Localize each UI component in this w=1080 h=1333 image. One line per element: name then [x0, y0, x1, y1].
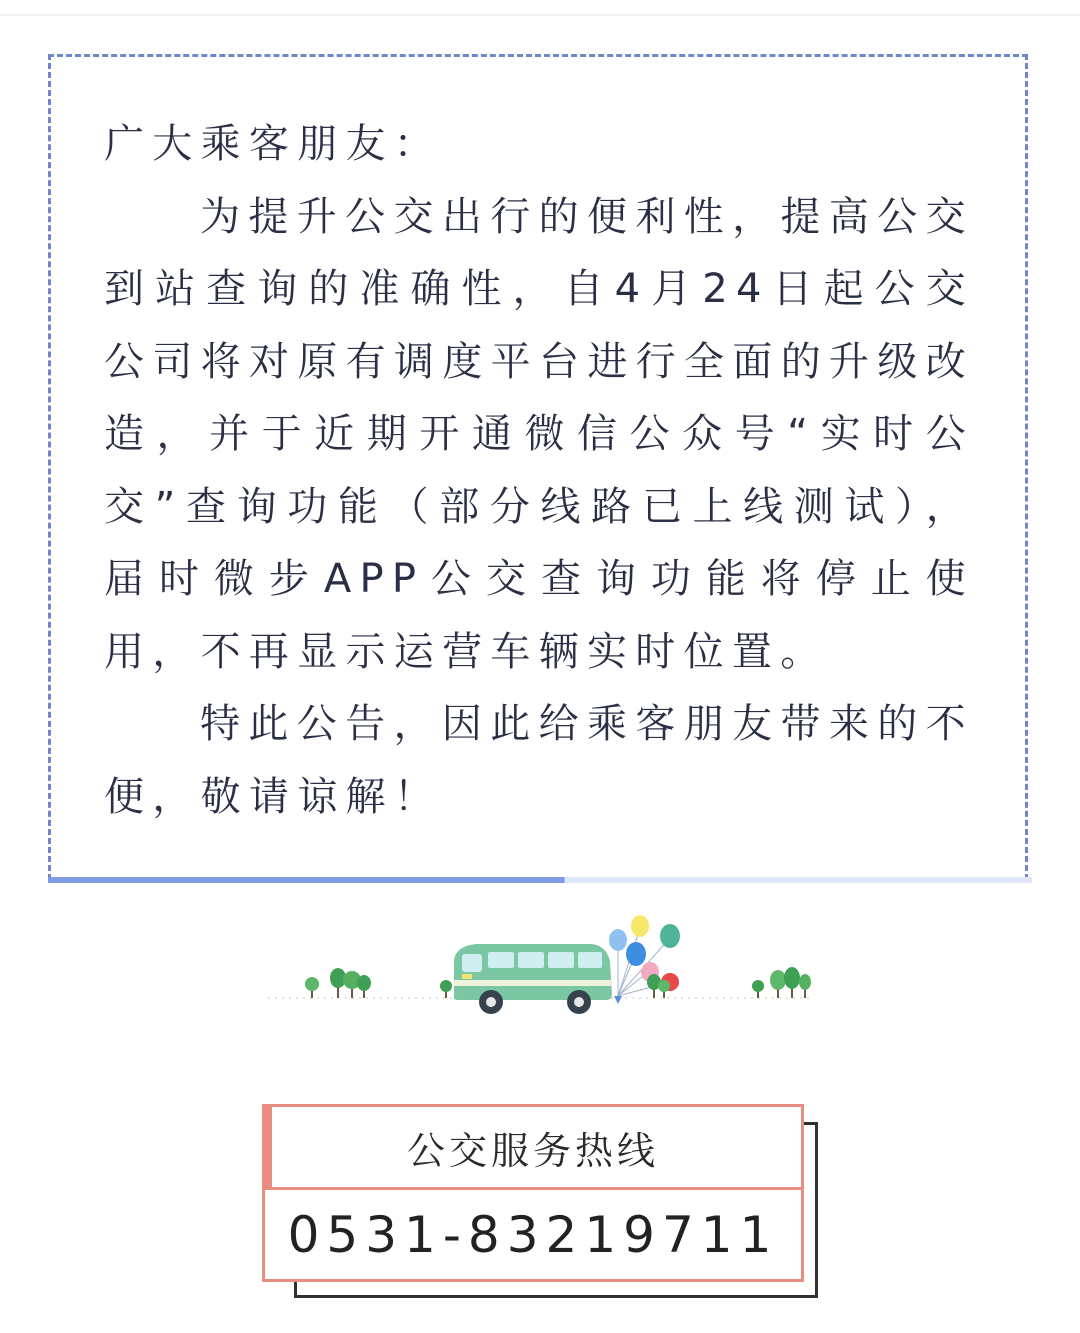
notice-paragraph-1: 为提升公交出行的便利性，提高公交到站查询的准确性，自4月24日起公交公司将对原有调度平台进行全面的升级改造，并于近期开通微信公众号“实时公交”查询功能（部分线路已上线测试），届时微步APP公交查询功能将停止使用，不再显示运营车辆实时位置。: [104, 193, 974, 675]
hotline-card: [262, 1104, 804, 1282]
notice-paragraph-2: 特此公告，因此给乘客朋友带来的不便，敬请谅解！: [104, 701, 974, 820]
tree-cluster-left: [305, 968, 371, 998]
bus-icon: [454, 944, 612, 1014]
tree-cluster-right: [752, 967, 811, 998]
hotline-phone-number[interactable]: 0531-83219711: [287, 1205, 779, 1264]
hotline-card-group: [262, 1104, 822, 1304]
top-divider: [0, 14, 1080, 16]
notice-bottom-bar: [48, 877, 1032, 883]
bus-balloon-illustration: [262, 910, 818, 1030]
hotline-title: 公交服务热线: [265, 1107, 801, 1190]
notice-greeting: 广大乘客朋友：: [104, 121, 443, 167]
tree-small-left: [440, 980, 452, 998]
balloons-icon: [609, 915, 680, 1004]
notice-body: [104, 108, 974, 833]
